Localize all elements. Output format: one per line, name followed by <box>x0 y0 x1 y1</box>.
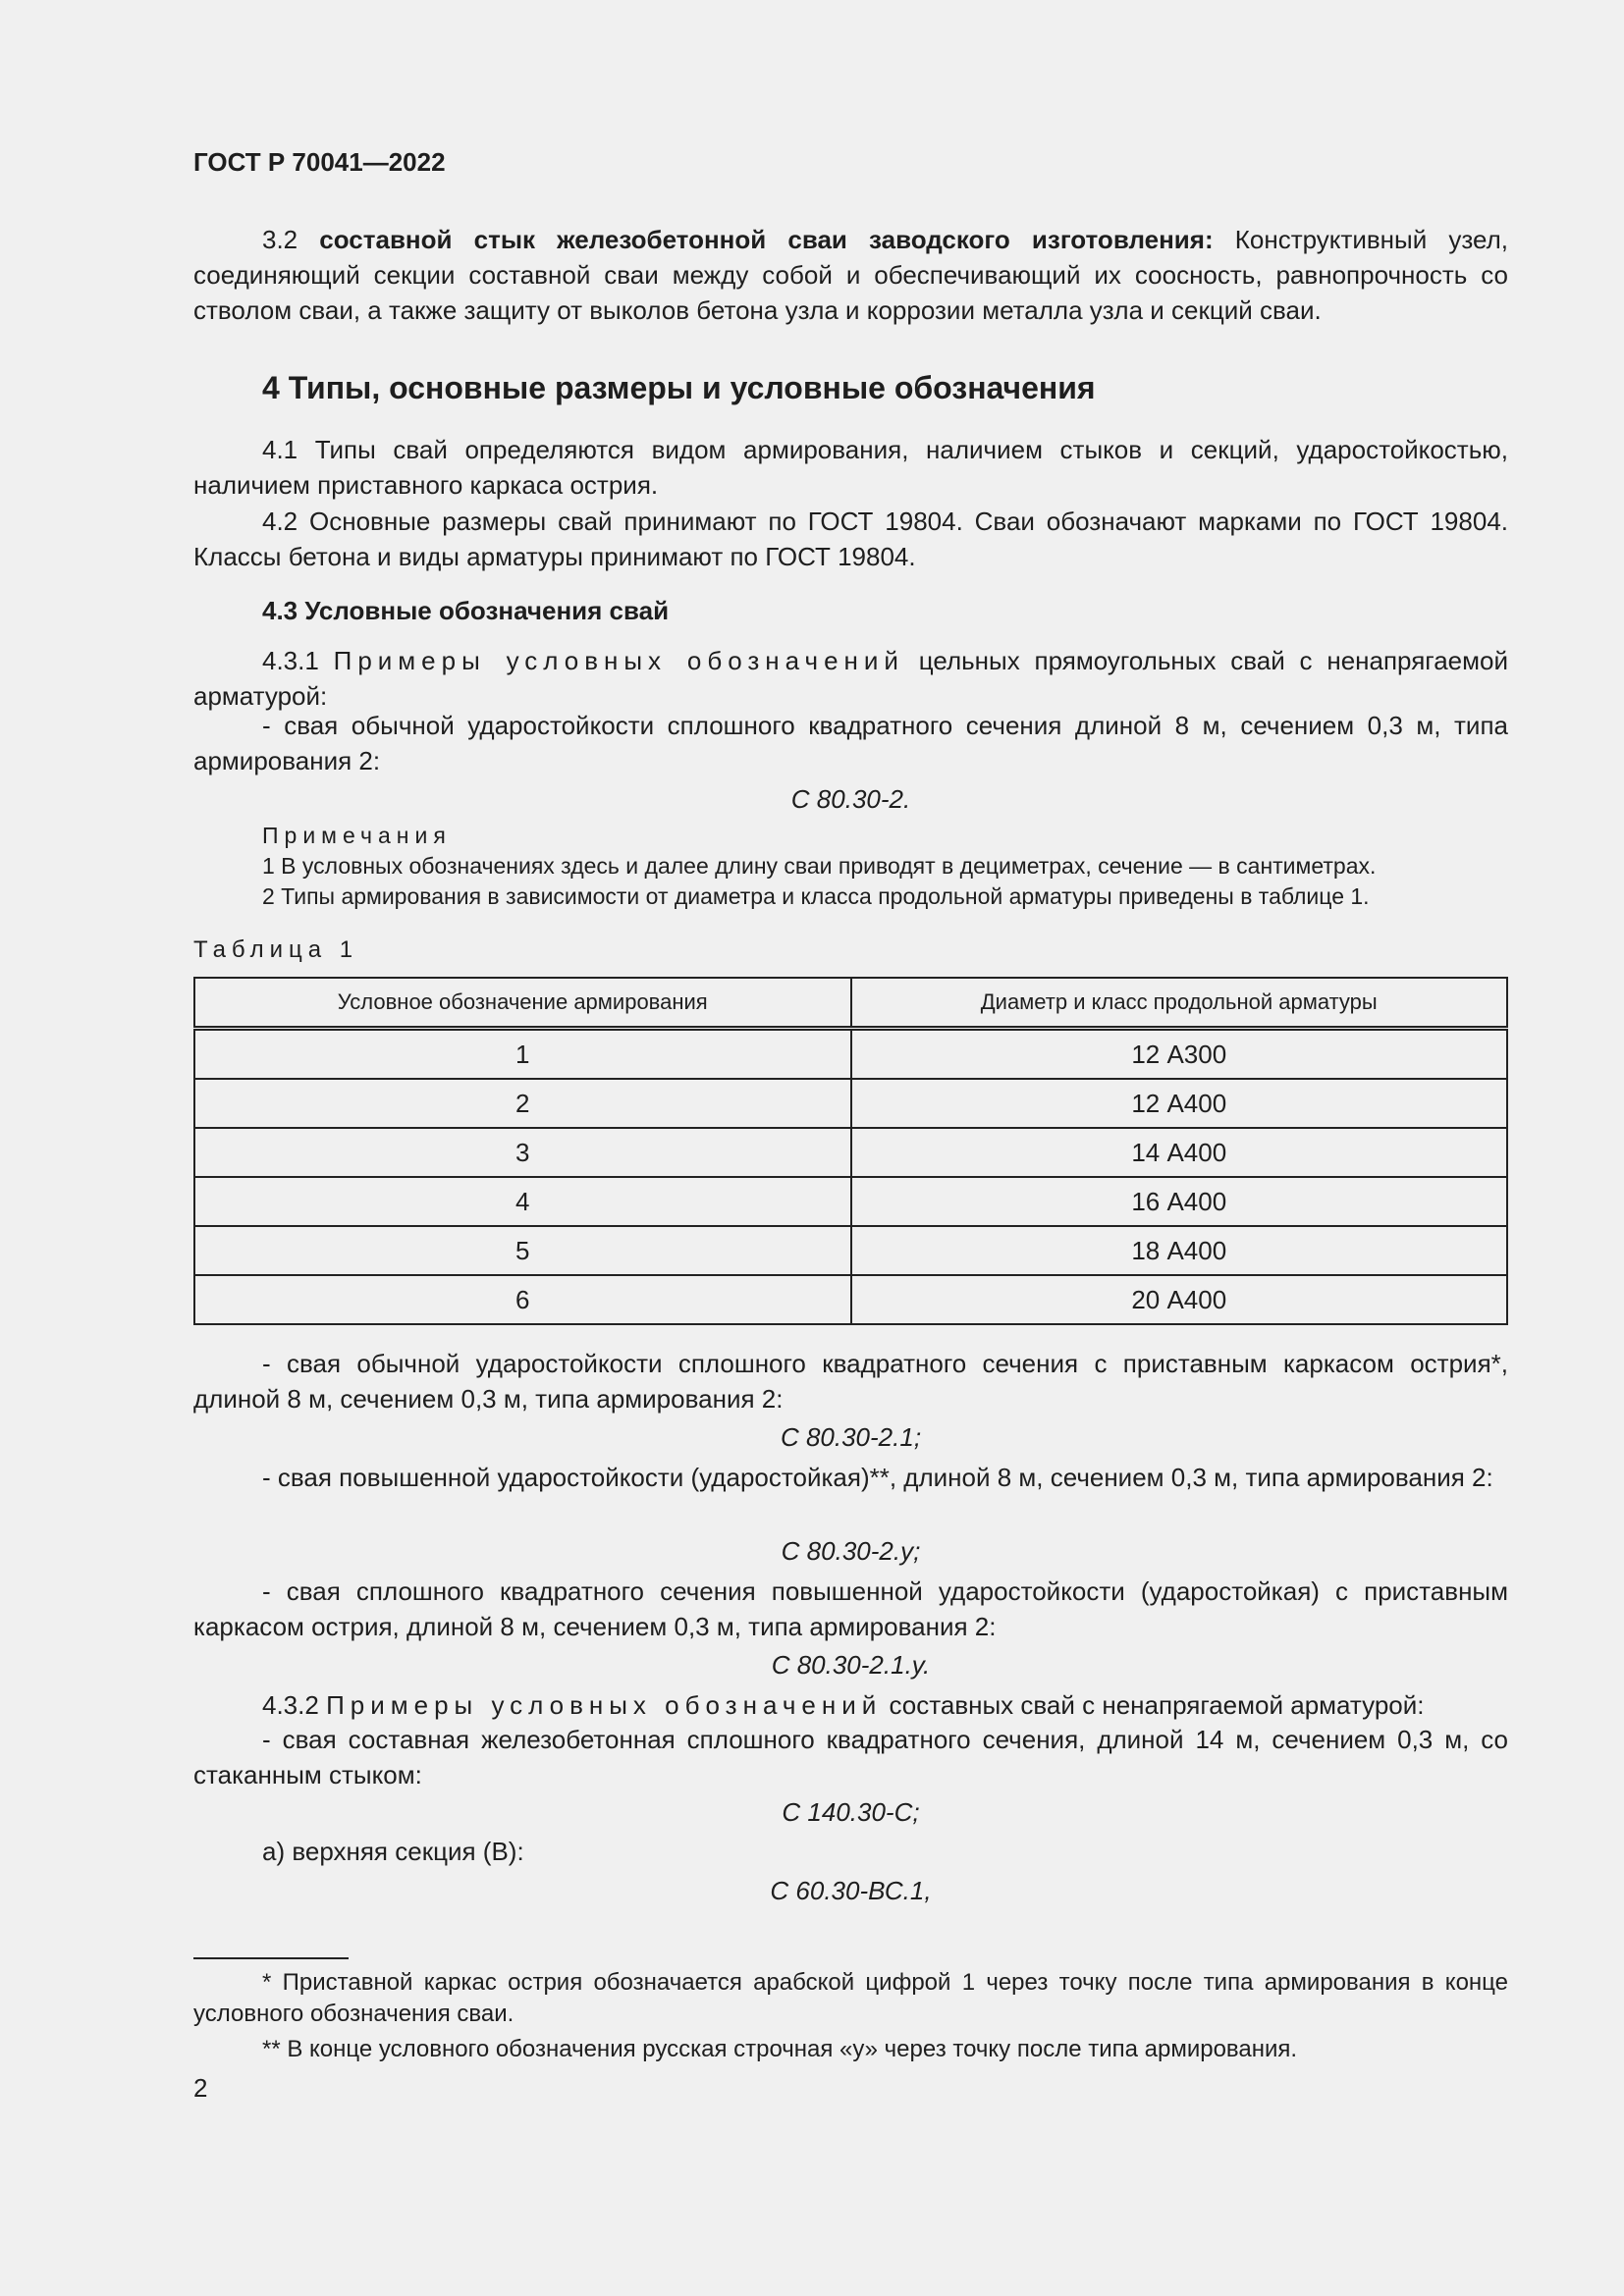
table-header-cell: Условное обозначение армирования <box>194 978 851 1029</box>
table-cell: 12 А300 <box>851 1029 1508 1080</box>
footnote-2: ** В конце условного обозначения русская строчная «у» через точку после типа армирования. <box>262 2036 1298 2062</box>
footnote-1: * Приставной каркас острия обозначается арабской цифрой 1 через точку после типа армирования в конце условного обозначения сваи. <box>193 1969 1508 2027</box>
item5-text: - свая составная железобетонная сплошного квадратного сечения, длиной 14 м, сечением 0,3 м, со стаканным стыком: <box>193 1725 1508 1789</box>
formula-6: С 60.30-ВС.1, <box>770 1876 932 1905</box>
section-4-title: 4 Типы, основные размеры и условные обозначения <box>262 370 1096 405</box>
footnotes <box>193 1967 1508 2065</box>
table-cell: 12 А400 <box>851 1079 1508 1128</box>
table-cell: 2 <box>194 1079 851 1128</box>
formula-6-wrap <box>193 1873 1508 1908</box>
item-6 <box>193 1834 1508 1869</box>
table-cell: 18 А400 <box>851 1226 1508 1275</box>
table-caption-wrap <box>193 933 1508 968</box>
formula-3: С 80.30-2.у; <box>781 1536 921 1566</box>
p431-spaced: Примеры условных обозначений <box>333 646 904 675</box>
p41-text: 4.1 Типы свай определяются видом армирования, наличием стыков и секций, ударостойкостью, наличием приставного каркаса острия. <box>193 435 1508 500</box>
p32-term: составной стык железобетонной сваи заводского изготовления: <box>319 225 1214 254</box>
item-4 <box>193 1574 1508 1644</box>
item-1 <box>193 708 1508 778</box>
formula-4: С 80.30-2.1.у. <box>771 1650 931 1680</box>
table-cell: 5 <box>194 1226 851 1275</box>
note-1: 1 В условных обозначениях здесь и далее длину сваи приводят в дециметрах, сечение — в сантиметрах. <box>262 853 1377 879</box>
table-row <box>194 1226 1507 1275</box>
table-row <box>194 1275 1507 1324</box>
table-cell: 16 А400 <box>851 1177 1508 1226</box>
p431-rest: цельных прямоугольных свай с ненапрягаемой арматурой: <box>193 646 1508 711</box>
table-cell: 1 <box>194 1029 851 1080</box>
item3-text: - свая повышенной ударостойкости (ударостойкая)**, длиной 8 м, сечением 0,3 м, типа армирования 2: <box>262 1463 1493 1492</box>
item-5 <box>193 1722 1508 1792</box>
item6-text: а) верхняя секция (В): <box>262 1837 524 1866</box>
section-4-3-title-wrap <box>193 596 1508 626</box>
paragraph-4-3-1 <box>193 643 1508 714</box>
p42-text: 4.2 Основные размеры свай принимают по ГОСТ 19804. Сваи обозначают марками по ГОСТ 19804. Классы бетона и виды арматуры принимают по ГОСТ 19804. <box>193 507 1508 571</box>
paragraph-3-2 <box>193 222 1508 328</box>
item1-text: - свая обычной ударостойкости сплошного квадратного сечения длиной 8 м, сечением 0,3 м, типа армирования 2: <box>193 711 1508 775</box>
table-cell: 14 А400 <box>851 1128 1508 1177</box>
notes-title: Примечания <box>262 823 452 848</box>
paragraph-4-3-2 <box>193 1687 1508 1723</box>
table-cell: 3 <box>194 1128 851 1177</box>
page-number: 2 <box>193 2073 208 2103</box>
p32-num: 3.2 <box>262 225 298 254</box>
formula-3-wrap <box>193 1533 1508 1569</box>
footnote-separator <box>193 1957 349 1959</box>
table-row <box>194 1128 1507 1177</box>
item4-text: - свая сплошного квадратного сечения повышенной ударостойкости (ударостойкая) с приставным каркасом острия, длиной 8 м, сечением 0,3 м, типа армирования 2: <box>193 1576 1508 1641</box>
notes <box>193 821 1508 912</box>
formula-2-wrap <box>193 1419 1508 1455</box>
paragraph-4-1 <box>193 432 1508 503</box>
item2-text: - свая обычной ударостойкости сплошного квадратного сечения с приставным каркасом острия*, длиной 8 м, сечением 0,3 м, типа армирования 2: <box>193 1349 1508 1414</box>
table-cell: 4 <box>194 1177 851 1226</box>
section-4-title-wrap <box>193 370 1508 406</box>
formula-5-wrap <box>193 1794 1508 1830</box>
p432-num: 4.3.2 <box>262 1690 327 1720</box>
formula-4-wrap <box>193 1647 1508 1682</box>
table-row <box>194 1079 1507 1128</box>
item-3 <box>193 1460 1508 1495</box>
table-caption: Таблица 1 <box>193 936 359 963</box>
item-2 <box>193 1346 1508 1416</box>
table-row <box>194 1029 1507 1080</box>
p432-spaced: Примеры условных обозначений <box>326 1690 883 1720</box>
section-4-3-title: 4.3 Условные обозначения свай <box>262 596 670 625</box>
note-2: 2 Типы армирования в зависимости от диаметра и класса продольной арматуры приведены в таблице 1. <box>262 883 1370 909</box>
table-1 <box>193 977 1508 1325</box>
formula-1-wrap <box>193 781 1508 817</box>
p432-rest: составных свай с ненапрягаемой арматурой: <box>882 1690 1425 1720</box>
table-cell: 20 А400 <box>851 1275 1508 1324</box>
formula-1: С 80.30-2. <box>790 784 911 814</box>
table-header-row <box>194 978 1507 1029</box>
table-row <box>194 1177 1507 1226</box>
p431-num: 4.3.1 <box>262 646 334 675</box>
p32-text: Конструктивный узел, соединяющий секции составной сваи между собой и обеспечивающий их соосность, равнопрочность со стволом сваи, а также защиту от выколов бетона узла и коррозии металла узла и секций сваи. <box>193 225 1509 325</box>
formula-2: С 80.30-2.1; <box>780 1422 922 1452</box>
table-cell: 6 <box>194 1275 851 1324</box>
formula-5: С 140.30-С; <box>782 1797 920 1827</box>
table-header-cell: Диаметр и класс продольной арматуры <box>851 978 1508 1029</box>
paragraph-4-2 <box>193 504 1508 574</box>
document-header: ГОСТ Р 70041—2022 <box>193 147 446 177</box>
